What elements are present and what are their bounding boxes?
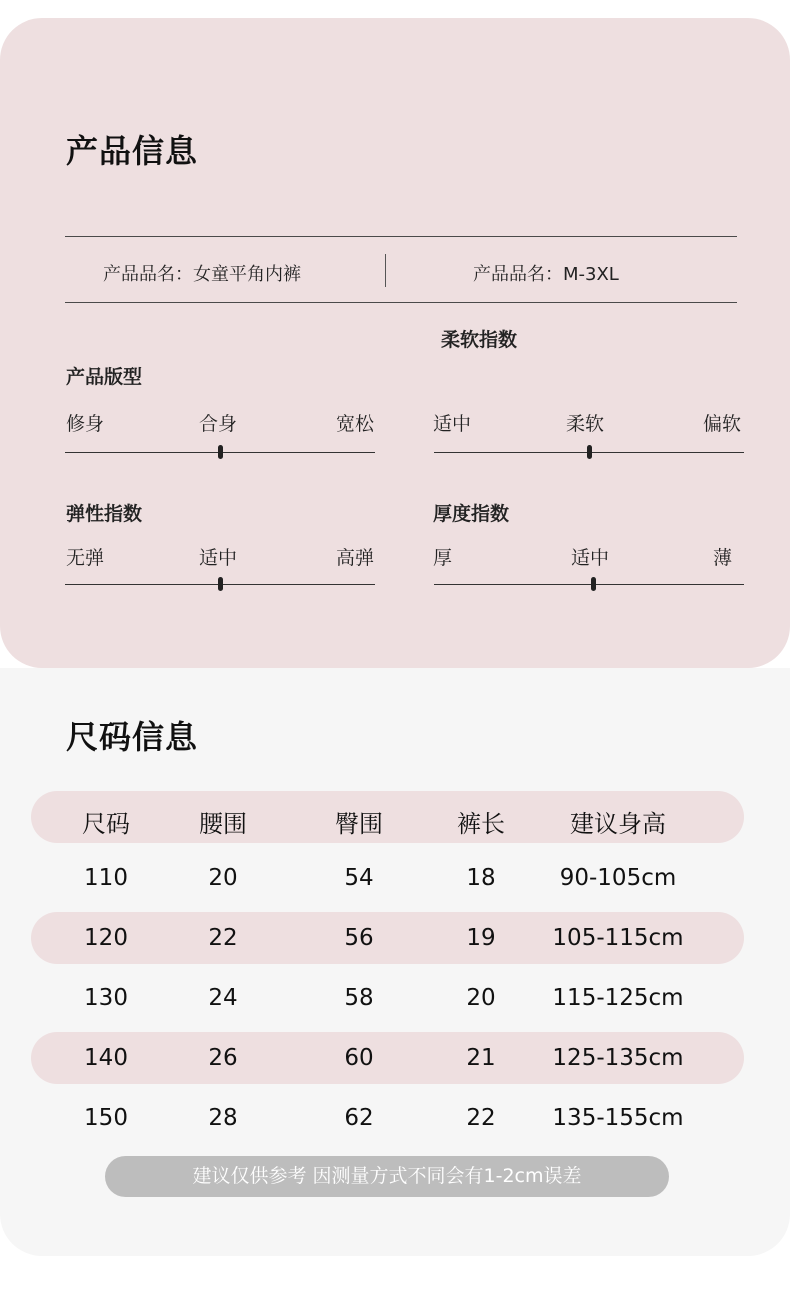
table-cell: 125-135cm [552,1045,684,1071]
table-cell: 110 [84,865,128,891]
table-cell: 62 [344,1105,374,1131]
scale-tick-right: 宽松 [336,413,375,435]
size-info-title: 尺码信息 [66,718,199,756]
table-cell: 21 [466,1045,496,1071]
table-cell: 140 [84,1045,128,1071]
table-cell: 130 [84,985,128,1011]
product-info-panel [0,18,790,668]
table-cell: 135-155cm [552,1105,684,1131]
scale-tick-mid: 适中 [199,547,238,569]
table-cell: 56 [344,925,374,951]
scale-tick-mid: 合身 [199,413,238,435]
table-cell: 22 [466,1105,496,1131]
scale-marker [218,445,223,459]
header-cell: 尺码 [82,810,130,838]
product-info-title: 产品信息 [66,132,199,170]
measurement-note: 建议仅供参考 因测量方式不同会有1-2cm误差 [105,1156,669,1197]
table-cell: 20 [466,985,496,1011]
table-cell: 20 [208,865,238,891]
scale-tick-right: 高弹 [336,547,375,569]
scale-label: 厚度指数 [433,503,510,525]
scale-tick-right: 薄 [713,547,733,569]
scale-track [434,584,744,585]
divider-top [65,236,737,237]
table-cell: 150 [84,1105,128,1131]
header-cell: 臀围 [335,810,383,838]
scale-label: 弹性指数 [66,503,143,525]
table-cell: 90-105cm [559,865,677,891]
field-separator [385,254,386,287]
table-cell: 54 [344,865,374,891]
table-cell: 115-125cm [552,985,684,1011]
header-cell: 建议身高 [570,810,666,838]
scale-tick-left: 修身 [66,413,105,435]
divider-bottom [65,302,737,303]
table-cell: 60 [344,1045,374,1071]
header-cell: 腰围 [199,810,247,838]
scale-label: 柔软指数 [441,329,518,351]
product-size-field: 产品品名：M-3XL [473,264,619,285]
table-cell: 105-115cm [552,925,684,951]
product-name-field: 产品品名：女童平角内裤 [103,264,301,285]
table-cell: 24 [208,985,238,1011]
scale-marker [218,577,223,591]
scale-tick-mid: 柔软 [566,413,605,435]
table-cell: 28 [208,1105,238,1131]
table-cell: 18 [466,865,496,891]
table-cell: 22 [208,925,238,951]
scale-tick-right: 偏软 [703,413,742,435]
scale-tick-left: 厚 [433,547,453,569]
scale-marker [587,445,592,459]
table-cell: 58 [344,985,374,1011]
table-cell: 19 [466,925,496,951]
header-cell: 裤长 [457,810,505,838]
scale-tick-mid: 适中 [571,547,610,569]
scale-marker [591,577,596,591]
scale-tick-left: 适中 [433,413,472,435]
table-cell: 26 [208,1045,238,1071]
scale-tick-left: 无弹 [66,547,105,569]
table-cell: 120 [84,925,128,951]
scale-label: 产品版型 [66,366,143,388]
